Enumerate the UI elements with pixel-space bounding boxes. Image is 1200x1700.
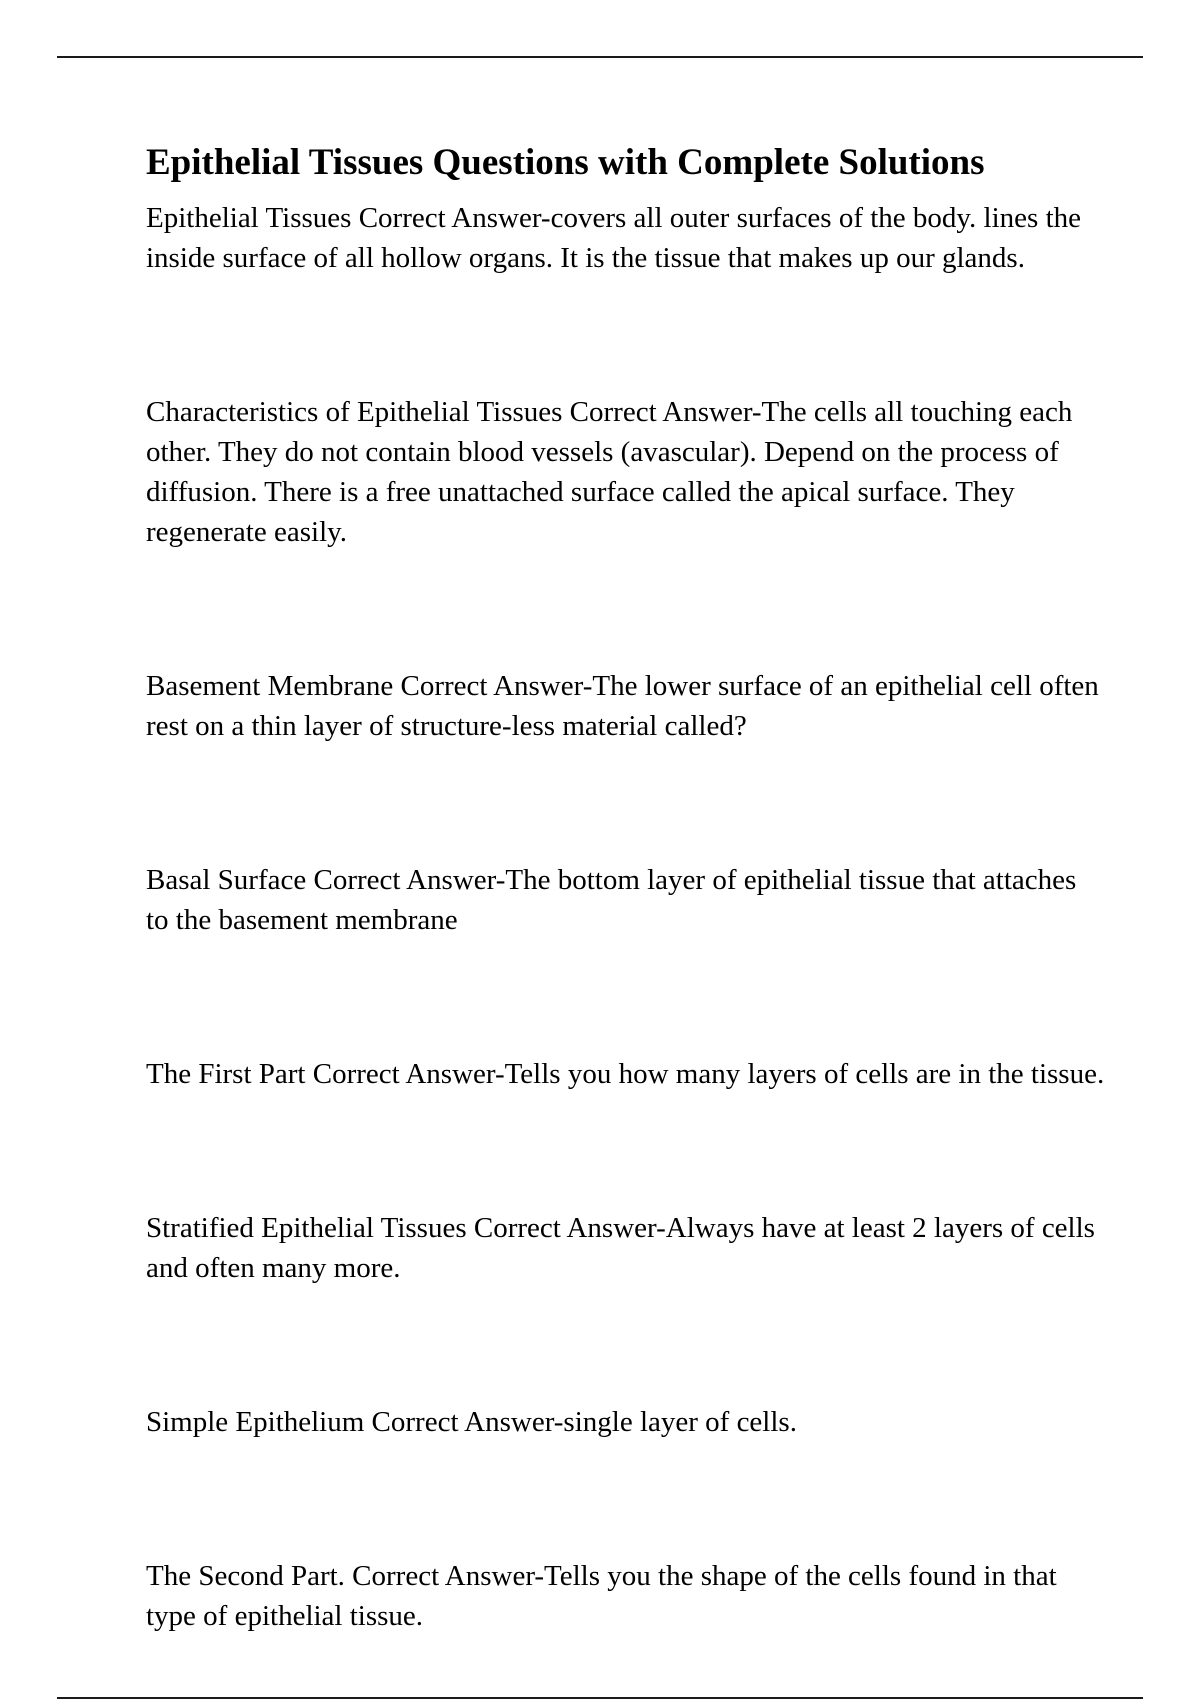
qa-item-stratified-epithelial: Stratified Epithelial Tissues Correct Answer-Always have at least 2 layers of cells and often many more. [146, 1212, 1095, 1284]
qa-item-characteristics: Characteristics of Epithelial Tissues Correct Answer-The cells all touching each other. They do not contain blood vessels (avascular). Depend on the process of diffusion. There is a free unattached surface called the apical surface. They regenerate easily. [146, 396, 1073, 548]
qa-item-basal-surface: Basal Surface Correct Answer-The bottom layer of epithelial tissue that attaches to the basement membrane [146, 864, 1077, 936]
qa-item-epithelial-tissues: Epithelial Tissues Correct Answer-covers all outer surfaces of the body. lines the inside surface of all hollow organs. It is the tissue that makes up our glands. [146, 202, 1081, 274]
top-rule [57, 56, 1143, 58]
qa-item-simple-epithelium: Simple Epithelium Correct Answer-single layer of cells. [146, 1406, 797, 1438]
bottom-rule [57, 1697, 1143, 1699]
qa-item-first-part: The First Part Correct Answer-Tells you how many layers of cells are in the tissue. [146, 1058, 1105, 1090]
document-body [146, 140, 1106, 1636]
qa-item-basement-membrane: Basement Membrane Correct Answer-The lower surface of an epithelial cell often rest on a thin layer of structure-less material called? [146, 670, 1099, 742]
page-title: Epithelial Tissues Questions with Complete Solutions [146, 142, 985, 183]
qa-item-second-part: The Second Part. Correct Answer-Tells you the shape of the cells found in that type of epithelial tissue. [146, 1560, 1057, 1632]
